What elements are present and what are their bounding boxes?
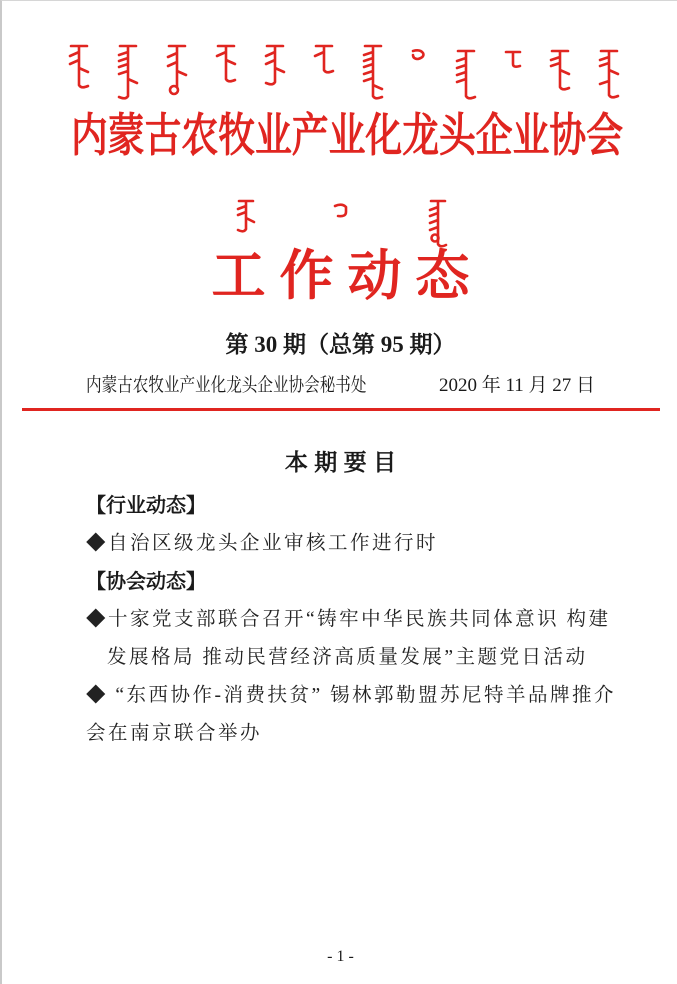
mongolian-word-icon <box>408 48 430 61</box>
toc-item-line: 会在南京联合举办 <box>86 723 263 744</box>
mongolian-word-icon <box>545 48 573 91</box>
toc-item-line: ◆自治区级龙头企业审核工作进行时 <box>86 533 439 554</box>
mongolian-word-icon <box>424 198 450 248</box>
bulletin-title: 工作动态 <box>211 246 484 306</box>
mongolian-sub-banner <box>2 198 677 248</box>
mongolian-word-icon <box>232 198 258 233</box>
mongolian-word-icon <box>211 43 239 83</box>
page-number: - 1 - <box>327 948 354 965</box>
org-title <box>2 107 677 165</box>
toc-item-line: ◆十家党支部联合召开“铸牢中华民族共同体意识 构建 <box>86 609 611 630</box>
mongolian-word-icon <box>162 43 190 96</box>
mongolian-word-icon <box>309 43 337 74</box>
org-title-text: 内蒙古农牧业产业化龙头企业协会 <box>71 110 623 161</box>
publish-date: 2020 年 11 月 27 日 <box>438 375 595 396</box>
mongolian-top-banner <box>64 43 622 100</box>
issue-line: 第 30 期（总第 95 期） <box>225 332 456 357</box>
mongolian-word-icon <box>451 48 479 100</box>
red-divider <box>22 408 660 411</box>
toc-list <box>86 487 626 753</box>
mongolian-word-icon <box>260 43 288 86</box>
mongolian-word-icon <box>500 49 524 68</box>
mongolian-word-icon <box>594 48 622 99</box>
publisher-name: 内蒙古农牧业产业化龙头企业协会秘书处 <box>86 375 367 396</box>
toc-item-line: ◆ “东西协作-消费扶贫” 锡林郭勒盟苏尼特羊品牌推介 <box>86 685 617 706</box>
toc-section-label-industry: 【行业动态】 <box>86 495 206 517</box>
publisher-row <box>2 372 677 400</box>
mongolian-word-icon <box>113 43 141 100</box>
toc-item-line: 发展格局 推动民营经济高质量发展”主题党日活动 <box>107 647 588 668</box>
mongolian-word-icon <box>358 43 386 100</box>
toc-section-label-association: 【协会动态】 <box>86 571 206 593</box>
toc-heading: 本 期 要 目 <box>284 449 397 475</box>
mongolian-word-icon <box>64 43 92 89</box>
mongolian-word-icon <box>330 202 352 220</box>
